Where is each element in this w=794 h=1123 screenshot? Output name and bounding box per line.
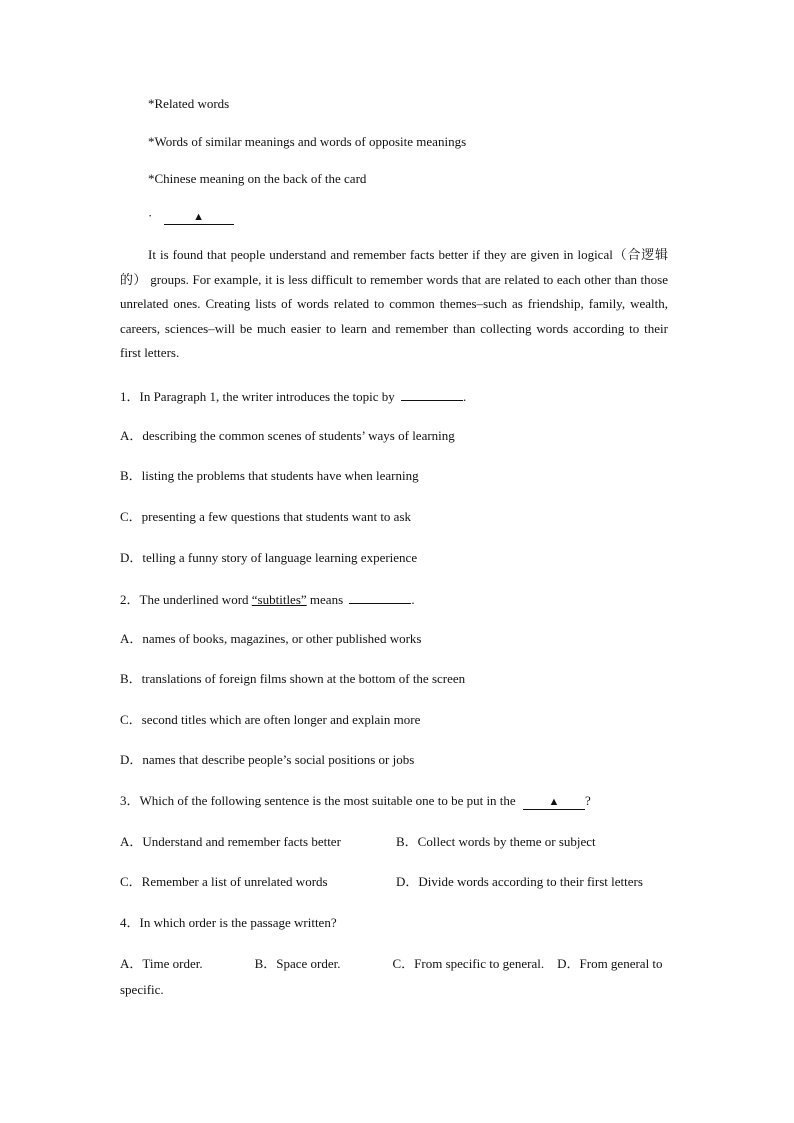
question-1-text: 1．In Paragraph 1, the writer introduces the topic by — [120, 389, 395, 404]
passage-paragraph: It is found that people understand and remember facts better if they are given in logical（合逻辑的） groups. For example, it is less difficult to remember words that are related to each other than those unrelated ones. Creating lists of words related to common themes–such as friendship, family, wealth, careers, sciences–will be much easier to learn and remember than collecting words according to their first letters. — [120, 247, 668, 361]
question-2-option-a[interactable]: A．names of books, magazines, or other published works — [120, 631, 422, 646]
question-3-option-a[interactable]: A．Understand and remember facts better — [120, 834, 341, 849]
question-3-blank[interactable] — [523, 796, 585, 810]
intro-item-blank — [148, 208, 234, 225]
question-3-option-d[interactable]: D．Divide words according to their first letters — [396, 874, 643, 889]
intro-item-related-words: *Related words — [148, 96, 230, 111]
question-3-text: 3．Which of the following sentence is the most suitable one to be put in the — [120, 793, 516, 808]
question-3-end: ? — [584, 793, 591, 808]
question-1-stem — [120, 387, 466, 405]
blank-triangle-icon: ▲ — [193, 211, 205, 223]
question-2-text-before: 2．The underlined word — [120, 592, 249, 607]
question-2-stem — [120, 590, 415, 608]
intro-item-similar-opposite: *Words of similar meanings and words of opposite meanings — [148, 134, 467, 149]
question-2-end: . — [411, 592, 415, 607]
question-3-option-b[interactable]: B．Collect words by theme or subject — [396, 834, 596, 849]
question-4-options[interactable]: A．Time order. B．Space order. C．From specific to general. D．From general to specific. — [120, 956, 663, 997]
question-1-end: . — [462, 389, 467, 404]
question-2-text-after: means — [309, 592, 344, 607]
question-1-option-d[interactable]: D．telling a funny story of language learning experience — [120, 550, 418, 565]
question-1-option-b[interactable]: B．listing the problems that students have when learning — [120, 468, 419, 483]
question-2-option-c[interactable]: C．second titles which are often longer and explain more — [120, 712, 421, 727]
question-1-option-a[interactable]: A．describing the common scenes of students’ ways of learning — [120, 428, 455, 443]
question-4-stem: 4．In which order is the passage written? — [120, 915, 337, 930]
intro-item-chinese-meaning: *Chinese meaning on the back of the card — [148, 171, 367, 186]
question-2-option-d[interactable]: D．names that describe people’s social positions or jobs — [120, 752, 415, 767]
blank-triangle-icon: ▲ — [548, 796, 560, 808]
question-2-option-b[interactable]: B．translations of foreign films shown at the bottom of the screen — [120, 671, 466, 686]
question-3-stem — [120, 793, 591, 810]
underlined-word: “subtitles” — [251, 592, 307, 607]
answer-blank — [164, 211, 234, 225]
question-1-blank[interactable] — [401, 387, 463, 401]
bullet-dot: · — [148, 208, 153, 223]
question-1-option-c[interactable]: C．presenting a few questions that students want to ask — [120, 509, 412, 524]
question-2-blank[interactable] — [349, 590, 411, 604]
question-3-option-c[interactable]: C．Remember a list of unrelated words — [120, 874, 328, 889]
